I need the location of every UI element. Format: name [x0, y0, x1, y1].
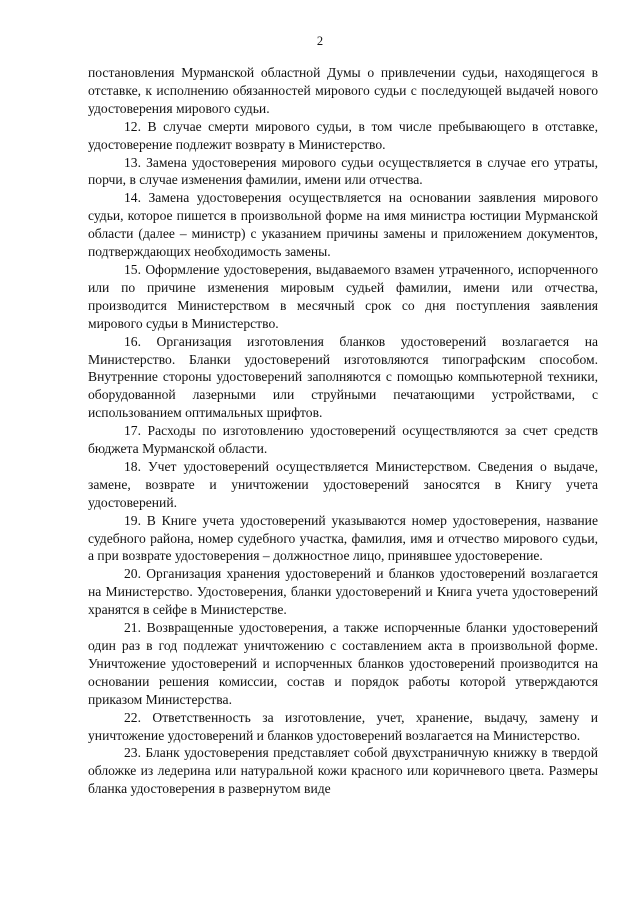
page-number: 2	[316, 34, 324, 48]
paragraph-17: 17. Расходы по изготовлению удостоверений осуществляются за счет средств бюджета Мурманской области.	[88, 423, 598, 457]
document-body	[88, 64, 598, 798]
paragraph-18: 18. Учет удостоверений осуществляется Министерством. Сведения о выдаче, замене, возврате и уничтожении удостоверений заносятся в Книгу учета удостоверений.	[88, 458, 598, 510]
paragraph-22: 22. Ответственность за изготовление, учет, хранение, выдачу, замену и уничтожение удостоверений и бланков удостоверений возлагается на Министерство.	[88, 709, 598, 743]
paragraph-12: 12. В случае смерти мирового судьи, в том числе пребывающего в отставке, удостоверение подлежит возврату в Министерство.	[88, 118, 598, 152]
paragraph-14: 14. Замена удостоверения осуществляется на основании заявления мирового судьи, которое пишется в произвольной форме на имя министра юстиции Мурманской области (далее – министр) с указанием причины замены и приложением документов, подтверждающих необходимость замены.	[88, 190, 598, 260]
paragraph-21: 21. Возвращенные удостоверения, а также испорченные бланки удостоверений один раз в год подлежат уничтожению с составлением акта в произвольной форме. Уничтожение удостоверений и испорченных бланков удостоверений производится на основании решения комиссии, состав и порядок работы которой утверждаются приказом Министерства.	[88, 620, 598, 707]
paragraph-20: 20. Организация хранения удостоверений и бланков удостоверений возлагается на Министерство. Удостоверения, бланки удостоверений и Книга учета удостоверений хранятся в сейфе в Министерстве.	[88, 566, 598, 618]
paragraph-15: 15. Оформление удостоверения, выдаваемого взамен утраченного, испорченного или по причине изменения мировым судьей фамилии, имени или отчества, производится Министерством в месячный срок со дня поступления заявления мирового судьи в Министерство.	[88, 261, 598, 331]
paragraph-23: 23. Бланк удостоверения представляет собой двухстраничную книжку в твердой обложке из ледерина или натуральной кожи красного или коричневого цвета. Размеры бланка удостоверения в развернутом виде	[88, 745, 598, 797]
paragraph-continuation: постановления Мурманской областной Думы о привлечении судьи, находящегося в отставке, к исполнению обязанностей мирового судьи с последующей выдачей нового удостоверения мирового судьи.	[88, 65, 598, 116]
paragraph-19: 19. В Книге учета удостоверений указываются номер удостоверения, название судебного района, номер судебного участка, фамилия, имя и отчество мирового судьи, а при возврате удостоверения – должностное лицо, принявшее удостоверение.	[88, 512, 598, 564]
paragraph-16: 16. Организация изготовления бланков удостоверений возлагается на Министерство. Бланки удостоверений изготовляются типографским способом. Внутренние стороны удостоверений заполняются с помощью компьютерной техники, оборудованной лазерными или струйными печатающими устройствами, с использованием оптимальных шрифтов.	[88, 333, 598, 421]
paragraph-13: 13. Замена удостоверения мирового судьи осуществляется в случае его утраты, порчи, в случае изменения фамилии, имени или отчества.	[88, 154, 598, 188]
